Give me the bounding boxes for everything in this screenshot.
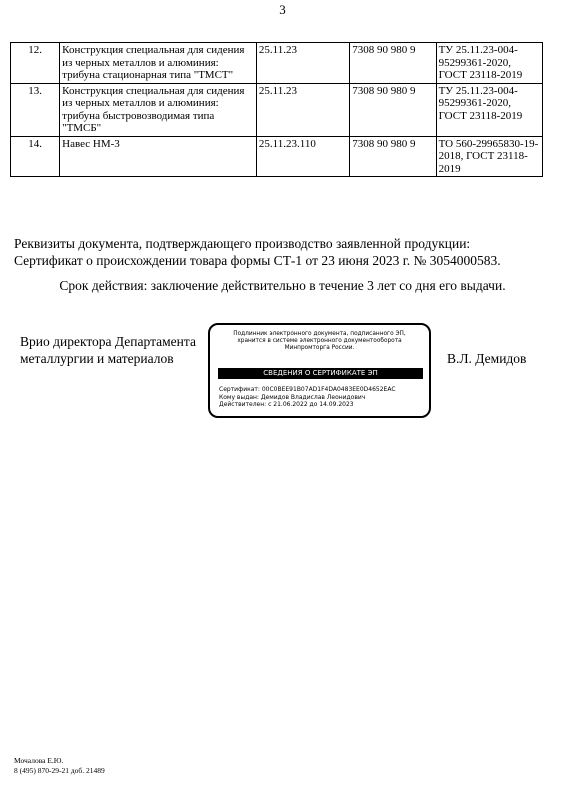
standard: ТУ 25.11.23-004-95299361-2020, ГОСТ 23118-2019 <box>436 83 542 136</box>
tnved-code: 7308 90 980 9 <box>350 136 436 177</box>
contact-name: Мочалова Е.Ю. <box>14 756 64 765</box>
row-number: 12. <box>11 43 60 84</box>
product-name: Конструкция специальная для сидения из черных металлов и алюминия: трибуна быстровозводимая типа "ТМСБ" <box>60 83 257 136</box>
stamp-note-line: хранится в системе электронного документооборота <box>237 338 402 344</box>
requisites-line: Реквизиты документа, подтверждающего производство заявленной продукции: <box>14 236 471 251</box>
contact-phone: 8 (495) 870-29-21 доб. 21489 <box>14 765 105 775</box>
row-number: 13. <box>11 83 60 136</box>
stamp-note <box>216 331 423 352</box>
table-row <box>11 43 543 84</box>
validity-text: Срок действия: заключение действительно в течение 3 лет со дня его выдачи. <box>59 278 506 293</box>
electronic-signature-stamp <box>208 323 431 418</box>
signer-title <box>20 333 196 367</box>
product-name: Конструкция специальная для сидения из черных металлов и алюминия: трибуна стационарная типа "ТМСТ" <box>60 43 257 84</box>
stamp-note-line: Минпромторга России. <box>284 345 355 351</box>
certificate-line: Сертификат о происхождении товара формы СТ-1 от 23 июня 2023 г. № 3054000583. <box>14 253 501 268</box>
stamp-note-line: Подлинник электронного документа, подписанного ЭП, <box>233 331 406 337</box>
okpd-code: 25.11.23.110 <box>256 136 349 177</box>
signer-name: В.Л. Демидов <box>447 351 527 366</box>
page-number: 3 <box>279 2 286 17</box>
row-number: 14. <box>11 136 60 177</box>
product-name: Навес НМ-3 <box>60 136 257 177</box>
table-row <box>11 83 543 136</box>
tnved-code: 7308 90 980 9 <box>350 43 436 84</box>
standard: ТУ 25.11.23-004-95299361-2020, ГОСТ 23118-2019 <box>436 43 542 84</box>
certificate-validity: Действителен: с 21.06.2022 до 14.09.2023 <box>219 401 354 408</box>
okpd-code: 25.11.23 <box>256 43 349 84</box>
stamp-header: СВЕДЕНИЯ О СЕРТИФИКАТЕ ЭП <box>218 368 423 379</box>
table-row <box>11 136 543 177</box>
okpd-code: 25.11.23 <box>256 83 349 136</box>
tnved-code: 7308 90 980 9 <box>350 83 436 136</box>
signer-title-line: металлургии и материалов <box>20 351 174 366</box>
signer-title-line: Врио директора Департамента <box>20 334 196 349</box>
certificate-owner: Кому выдан: Демидов Владислав Леонидович <box>219 393 366 401</box>
certificate-number: Сертификат: 00C0BEE91B07AD1F4DA0483EE0D4652EAC <box>219 386 396 393</box>
standard: ТО 560-29965830-19-2018, ГОСТ 23118-2019 <box>436 136 542 177</box>
products-table <box>10 42 543 177</box>
stamp-details <box>219 386 396 409</box>
requisites-paragraph <box>14 235 544 269</box>
contact-info <box>14 756 105 775</box>
